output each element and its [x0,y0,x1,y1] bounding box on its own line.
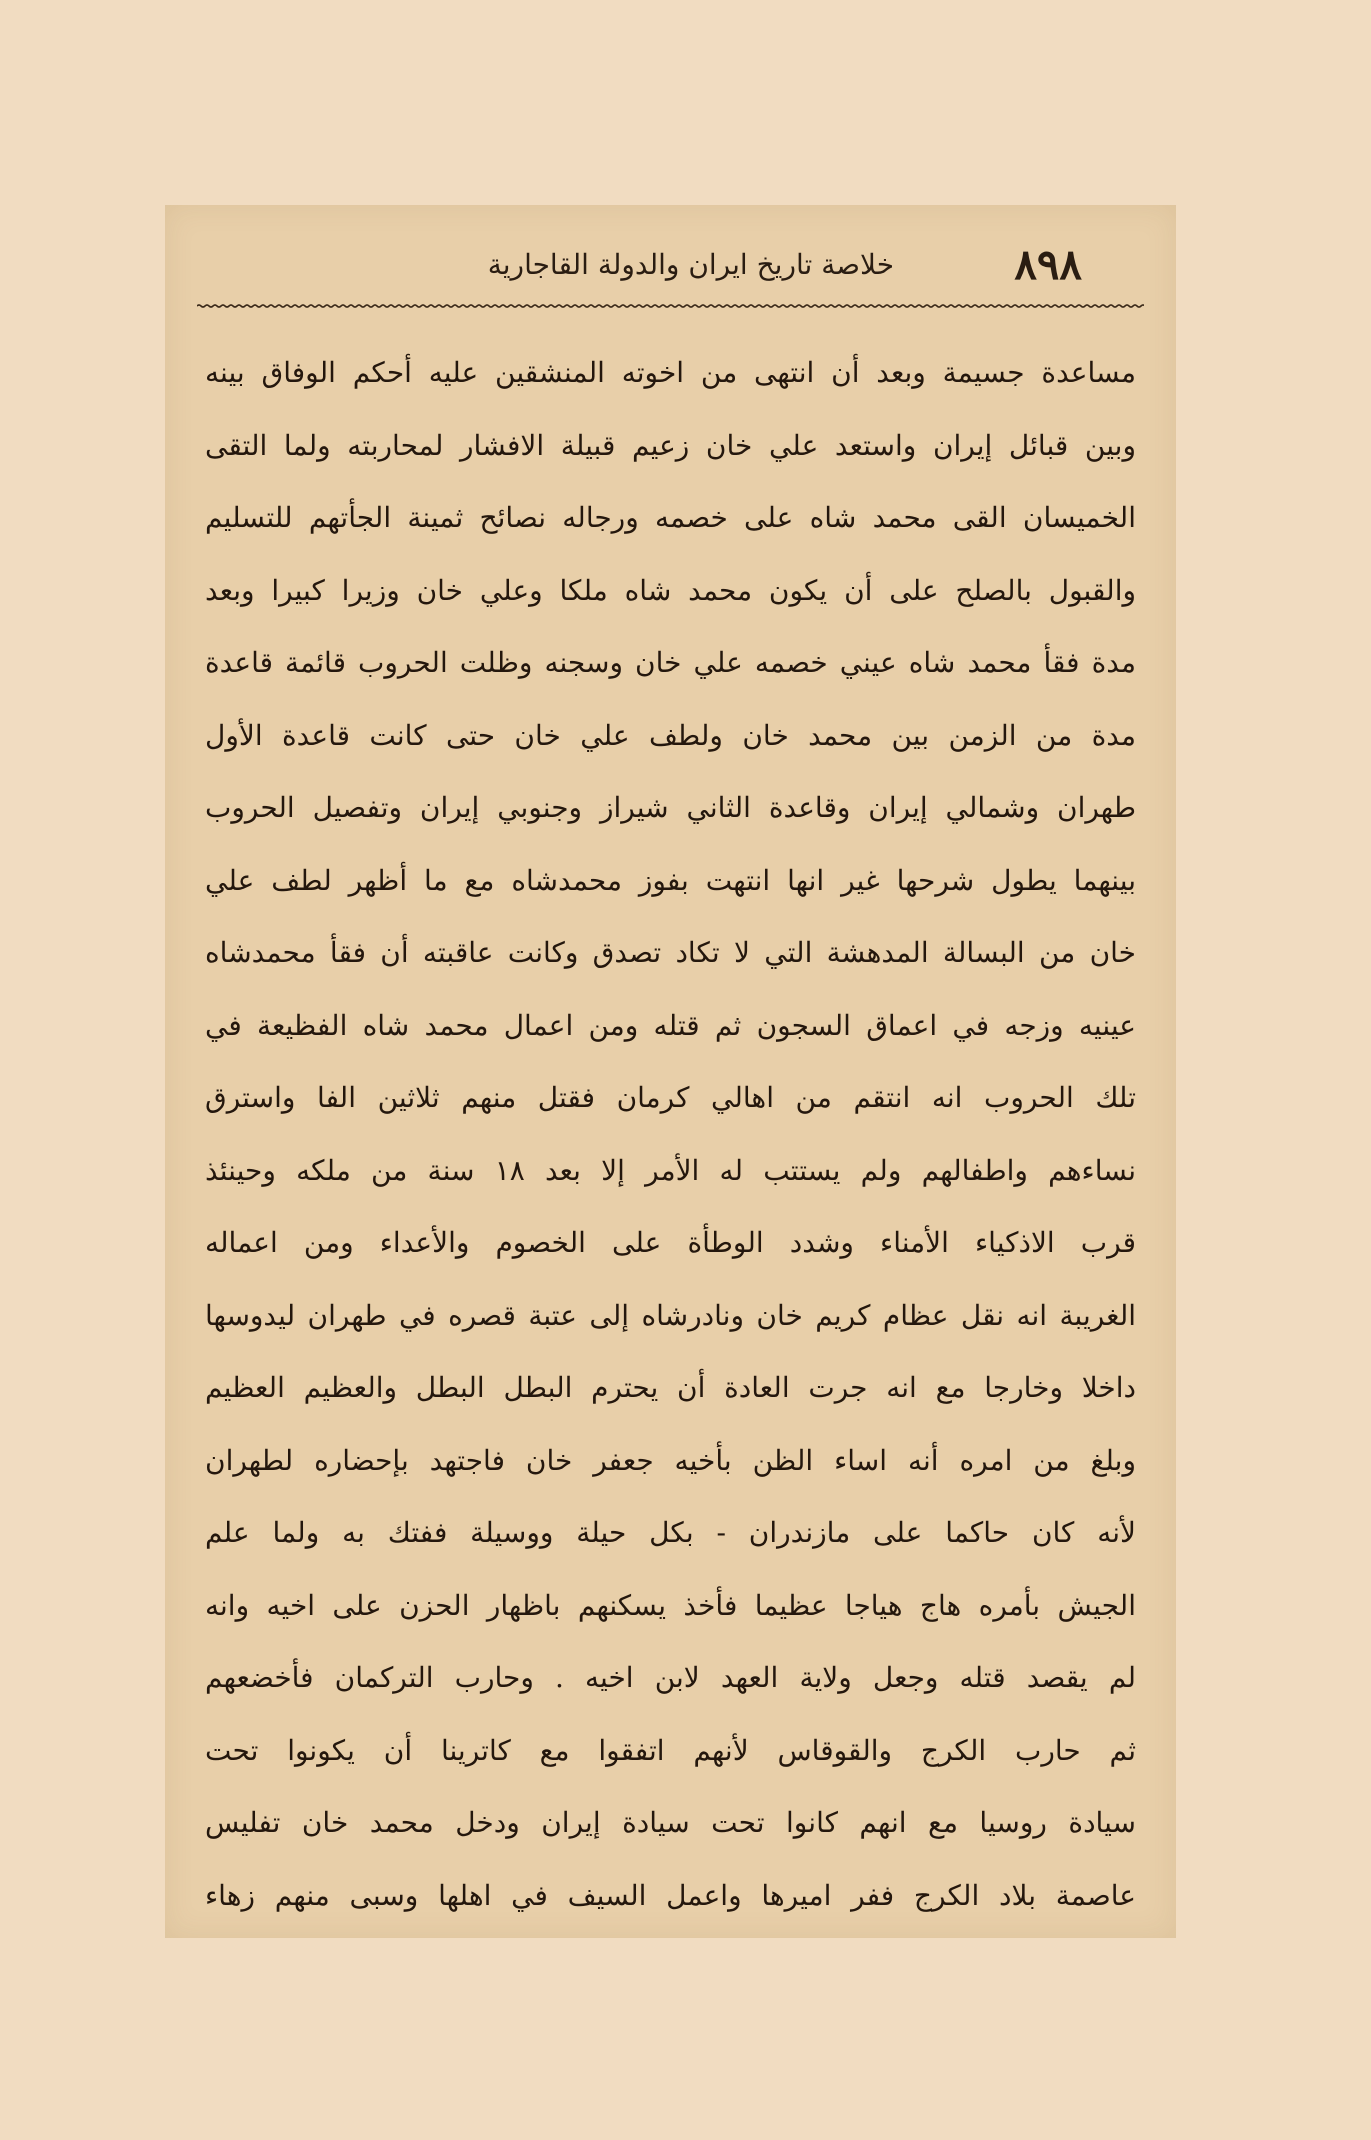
body-text [205,337,1136,1932]
page-number: ٨٩٨ [1014,240,1082,289]
text-line: مدة من الزمن بين محمد خان ولطف علي خان حتى كانت قاعدة الأول [205,718,1136,752]
book-page [165,205,1176,1938]
text-line: عاصمة بلاد الكرج ففر اميرها واعمل السيف في اهلها وسبى منهم زهاء [205,1878,1136,1912]
text-line: قرب الاذكياء الأمناء وشدد الوطأة على الخصوم والأعداء ومن اعماله [205,1226,1136,1259]
text-line: الغريبة انه نقل عظام كريم خان ونادرشاه إلى عتبة قصره في طهران ليدوسها [205,1298,1136,1332]
text-line: ثم حارب الكرج والقوقاس لأنهم اتفقوا مع كاترينا أن يكونوا تحت [205,1733,1136,1767]
text-line: الجيش بأمره هاج هياجا عظيما فأخذ يسكنهم باظهار الحزن على اخيه وانه [205,1588,1136,1622]
text-line: خان من البسالة المدهشة التي لا تكاد تصدق وكانت عاقبته أن فقأ محمدشاه [205,936,1136,969]
running-head-title: خلاصة تاريخ ايران والدولة القاجارية [487,248,894,281]
text-line: نساءهم واطفالهم ولم يستتب له الأمر إلا بعد ١٨ سنة من ملكه وحينئذ [205,1153,1136,1187]
text-line: مدة فقأ محمد شاه عيني خصمه علي خان وسجنه وظلت الحروب قائمة قاعدة [205,646,1136,679]
text-line: وبلغ من امره أنه اساء الظن بأخيه جعفر خان فاجتهد بإحضاره لطهران [205,1443,1136,1477]
text-line: والقبول بالصلح على أن يكون محمد شاه ملكا وعلي خان وزيرا كبيرا وبعد [205,573,1136,607]
text-line: سيادة روسيا مع انهم كانوا تحت سيادة إيران ودخل محمد خان تفليس [205,1806,1136,1839]
text-line: لم يقصد قتله وجعل ولاية العهد لابن اخيه . وحارب التركمان فأخضعهم [205,1661,1136,1694]
text-line: وبين قبائل إيران واستعد علي خان زعيم قبيلة الافشار لمحاربته ولما التقى [205,428,1136,462]
text-line: تلك الحروب انه انتقم من اهالي كرمان فقتل منهم ثلاثين الفا واسترق [205,1081,1136,1114]
header-wavy-rule [197,303,1144,309]
text-line: عينيه وزجه في اعماق السجون ثم قتله ومن اعمال محمد شاه الفظيعة في [205,1008,1136,1042]
page-header [197,235,1144,295]
text-line: لأنه كان حاكما على مازندران - بكل حيلة ووسيلة ففتك به ولما علم [205,1516,1136,1549]
text-line: طهران وشمالي إيران وقاعدة الثاني شيراز وجنوبي إيران وتفصيل الحروب [205,791,1136,824]
text-line: الخميسان القى محمد شاه على خصمه ورجاله نصائح ثمينة الجأتهم للتسليم [205,501,1136,534]
text-line: داخلا وخارجا مع انه جرت العادة أن يحترم البطل البطل والعظيم العظيم [205,1371,1136,1404]
text-line: بينهما يطول شرحها غير انها انتهت بفوز محمدشاه مع ما أظهر لطف علي [205,863,1136,897]
text-line: مساعدة جسيمة وبعد أن انتهى من اخوته المنشقين عليه أحكم الوفاق بينه [205,356,1136,389]
